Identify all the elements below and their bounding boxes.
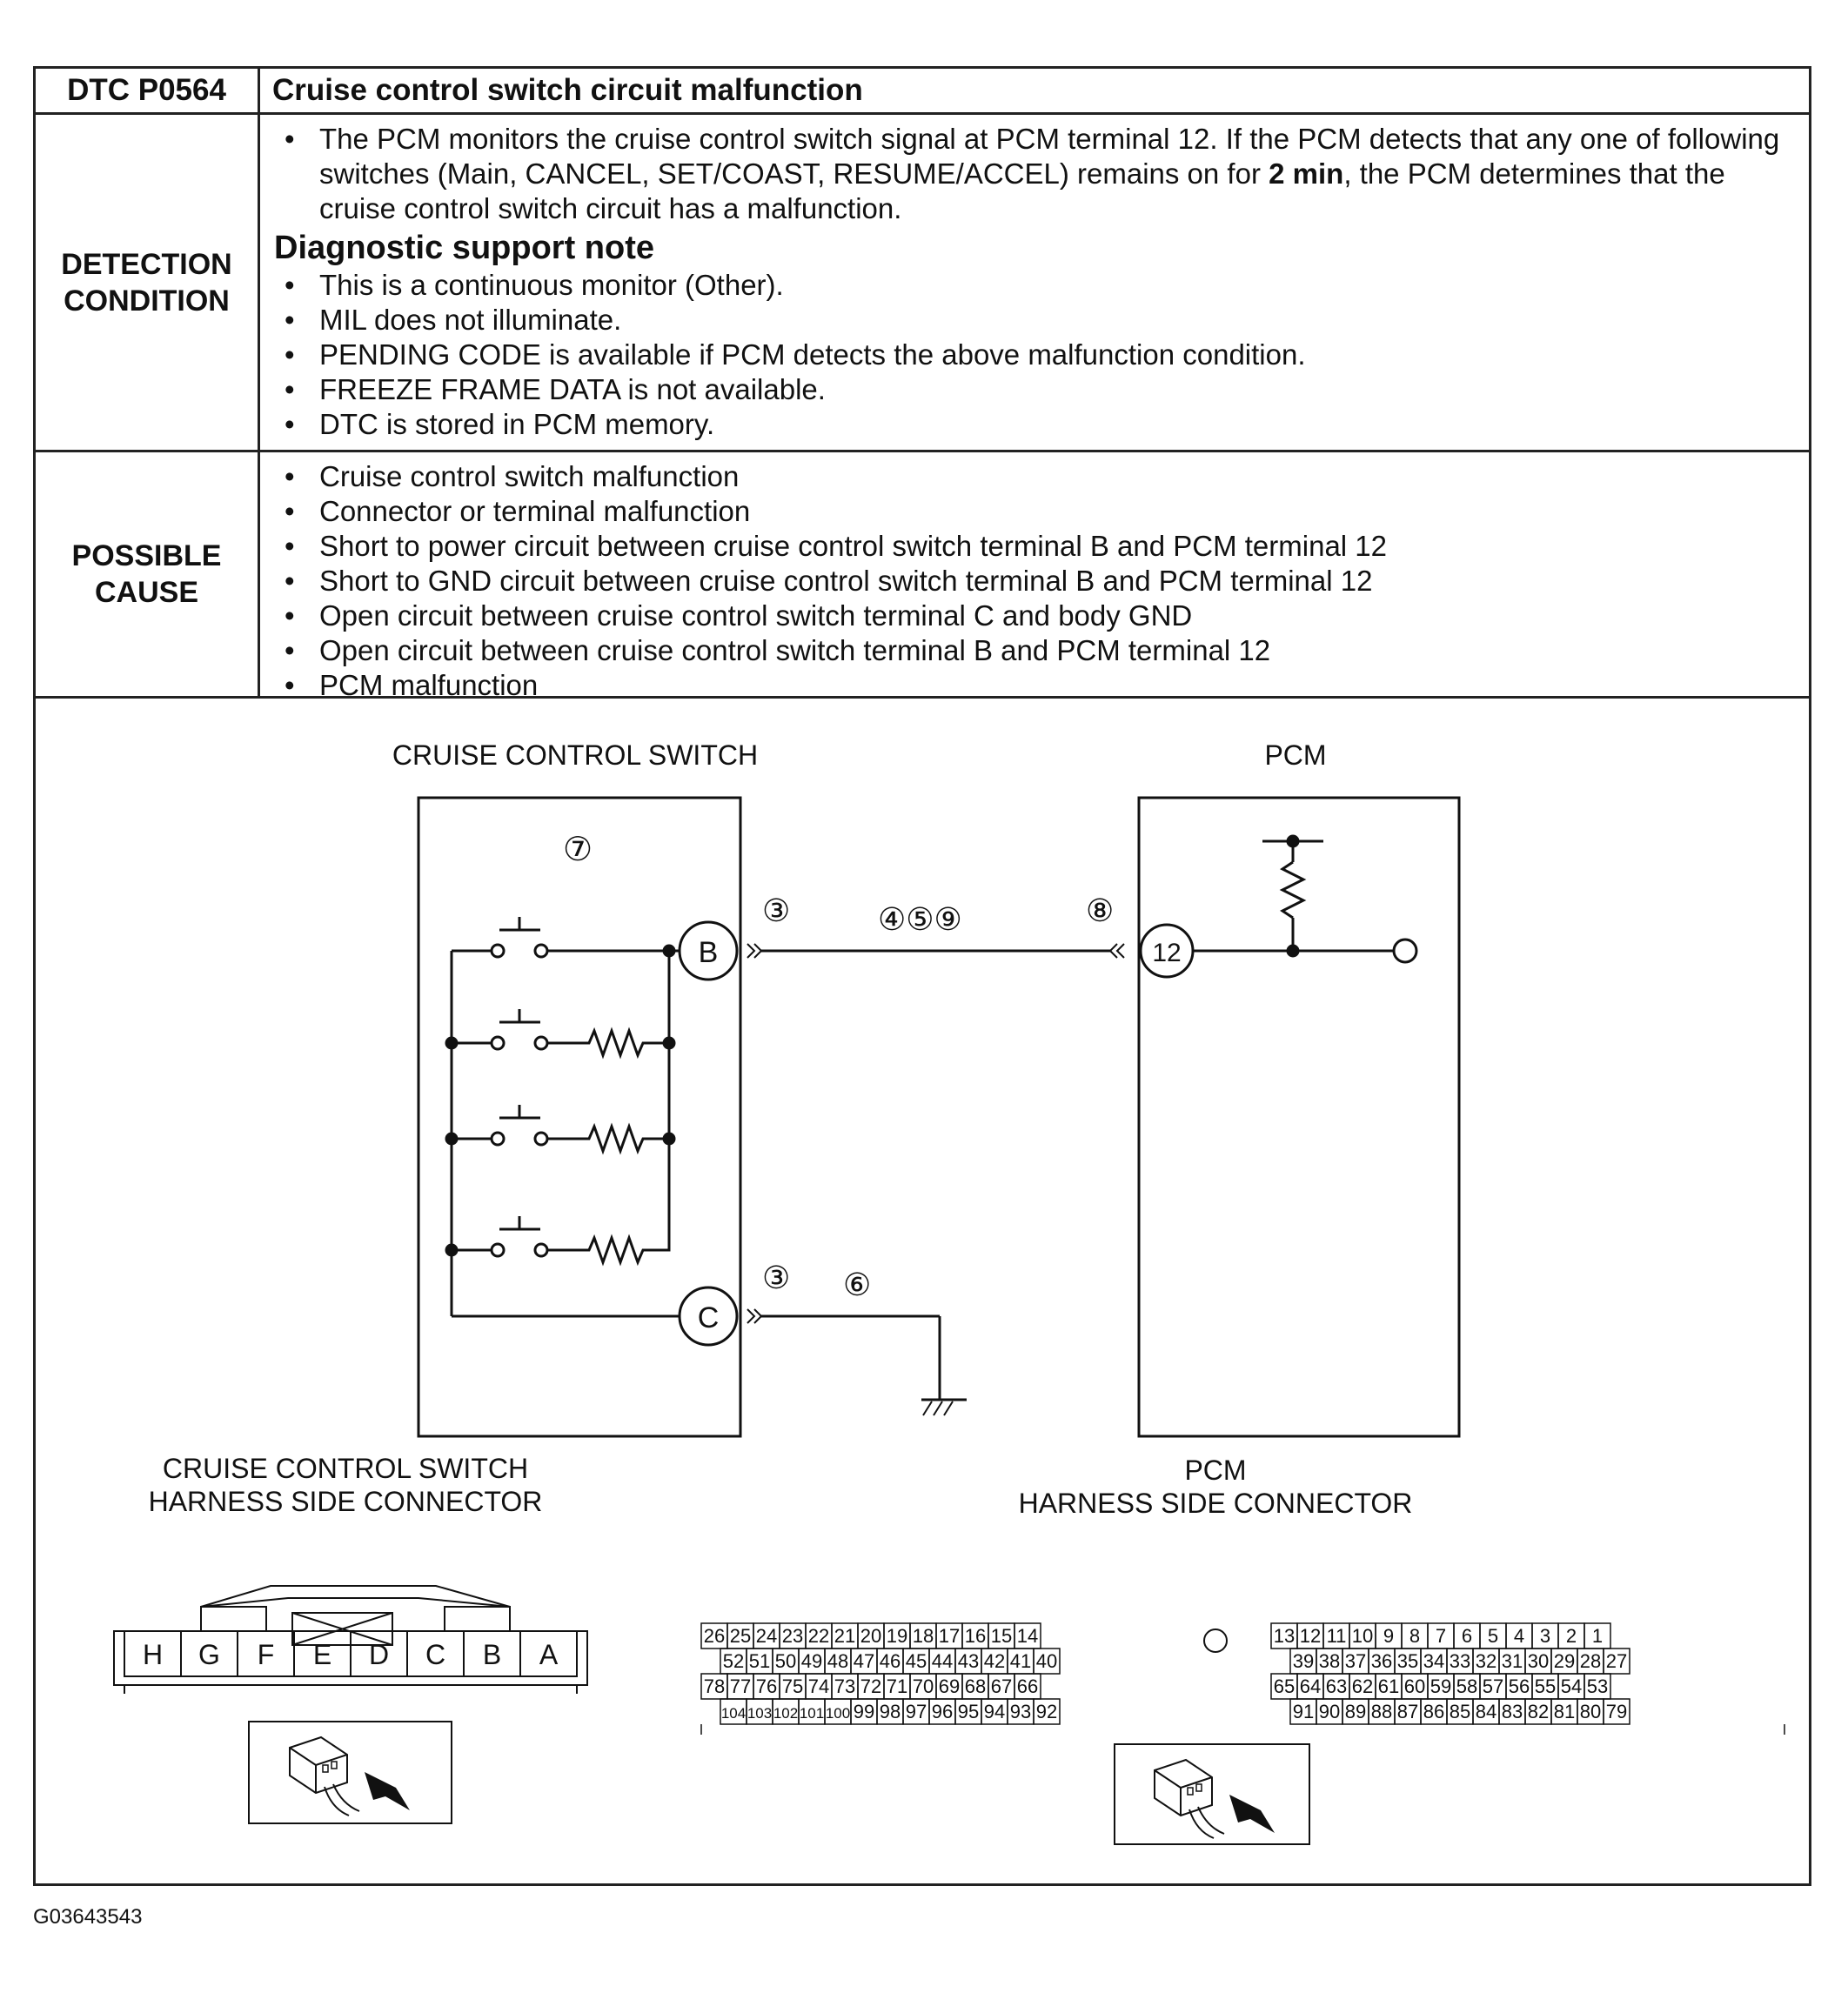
note-item: • DTC is stored in PCM memory. — [274, 407, 1788, 442]
cause-item: • PCM malfunction — [274, 668, 1788, 703]
figure-code: G03643543 — [33, 1905, 143, 1929]
switch-pin-label: E — [312, 1639, 332, 1670]
switch-title: CRUISE CONTROL SWITCH — [392, 739, 759, 771]
switch-pin-label: C — [425, 1639, 446, 1670]
cause-item: • Open circuit between cruise control switch terminal C and body GND — [274, 599, 1788, 633]
switch-pin-label: F — [257, 1639, 275, 1670]
pcm-pin-label: 82 — [1527, 1701, 1550, 1722]
pcm-pin-label: 89 — [1344, 1701, 1367, 1722]
pcm-pin-label: 101 — [799, 1705, 825, 1722]
note-item: • FREEZE FRAME DATA is not available. — [274, 372, 1788, 407]
ground-wire — [747, 1309, 940, 1400]
pcm-pin-label: 4 — [1513, 1625, 1525, 1647]
pcm-pin-label: 91 — [1292, 1701, 1315, 1722]
pcm-pin-label: 17 — [938, 1625, 961, 1647]
pcm-pin-label: 3 — [1539, 1625, 1551, 1647]
switch-connector-view-icon — [249, 1722, 452, 1823]
pcm-pin-label: 92 — [1035, 1701, 1058, 1722]
pcm-pin-label: 95 — [957, 1701, 980, 1722]
pcm-pin-label: 81 — [1553, 1701, 1576, 1722]
pcm-pin-label: 39 — [1292, 1650, 1315, 1672]
switch-connector-pins — [143, 1631, 559, 1676]
switch-bank — [446, 917, 680, 1316]
pcm-pin-label: 54 — [1560, 1675, 1583, 1697]
pcm-pin-label: 65 — [1273, 1675, 1296, 1697]
note-item: • PENDING CODE is available if PCM detects the above malfunction condition. — [274, 338, 1788, 372]
pcm-pin-label: 9 — [1383, 1625, 1395, 1647]
wiring-diagram — [36, 69, 1809, 1883]
pcm-pin-label: 73 — [834, 1675, 856, 1697]
pcm-pin-label: 68 — [964, 1675, 987, 1697]
pcm-pin-label: 85 — [1449, 1701, 1471, 1722]
pcm-pin-label: 83 — [1501, 1701, 1523, 1722]
pcm-pin-label: 16 — [964, 1625, 987, 1647]
pcm-pin-label: 38 — [1318, 1650, 1341, 1672]
pcm-pin-label: 25 — [729, 1625, 752, 1647]
ref-6-label: ⑥ — [843, 1267, 872, 1302]
pcm-pin-label: 34 — [1423, 1650, 1445, 1672]
ref-7-label: ⑦ — [562, 832, 593, 868]
pcm-pin-label: 21 — [834, 1625, 856, 1647]
dtc-title: Cruise control switch circuit malfunction — [272, 73, 863, 107]
pcm-connector-title-2: HARNESS SIDE CONNECTOR — [1018, 1488, 1413, 1519]
pcm-pin-label: 49 — [800, 1650, 823, 1672]
pcm-pin-label: 102 — [773, 1705, 799, 1722]
pcm-pin-label: 27 — [1605, 1650, 1628, 1672]
pcm-pin-label: 30 — [1527, 1650, 1550, 1672]
pcm-pin-label: 48 — [827, 1650, 849, 1672]
pcm-pin-label: 94 — [983, 1701, 1006, 1722]
detection-condition-label: DETECTION CONDITION — [61, 247, 232, 318]
pcm-pin-label: 61 — [1377, 1675, 1400, 1697]
ground-symbol-icon — [921, 1400, 967, 1415]
switch-pin-label: G — [198, 1639, 220, 1670]
pcm-pin-label: 90 — [1318, 1701, 1341, 1722]
note-item: • This is a continuous monitor (Other). — [274, 268, 1788, 303]
pcm-pin-label: 41 — [1009, 1650, 1032, 1672]
detection-intro: • The PCM monitors the cruise control switch signal at PCM terminal 12. If the PCM detects that any one of following switches (Main, CANCEL, SET/COAST, RESUME/ACCEL) remains on for 2 min, the PCM determines that the cruise control switch circuit has a malfunction. — [274, 122, 1788, 226]
pcm-pin-label: 51 — [748, 1650, 771, 1672]
pcm-internal-circuit — [1193, 836, 1416, 962]
pcm-pin-label: 8 — [1409, 1625, 1421, 1647]
pcm-pin-label: 32 — [1475, 1650, 1497, 1672]
pcm-pin-label: 67 — [990, 1675, 1013, 1697]
pcm-pin-label: 84 — [1475, 1701, 1497, 1722]
pcm-pin-label: 42 — [983, 1650, 1006, 1672]
dtc-document — [33, 66, 1811, 1886]
pcm-pin-label: 103 — [747, 1705, 773, 1722]
pcm-pin-label: 64 — [1299, 1675, 1322, 1697]
pcm-connector-view-icon — [1115, 1744, 1309, 1844]
pcm-pin-label: 23 — [781, 1625, 804, 1647]
pcm-pin-label: 63 — [1325, 1675, 1348, 1697]
pcm-pin-label: 96 — [931, 1701, 954, 1722]
pcm-pin-label: 37 — [1344, 1650, 1367, 1672]
pcm-pin-label: 11 — [1326, 1625, 1347, 1647]
switch-connector-title-2: HARNESS SIDE CONNECTOR — [148, 1486, 543, 1517]
switch-connector-title-1: CRUISE CONTROL SWITCH — [162, 1453, 529, 1484]
ref-8-label: ⑧ — [1086, 893, 1115, 928]
pcm-pin-label: 10 — [1351, 1625, 1374, 1647]
cause-item: • Connector or terminal malfunction — [274, 494, 1788, 529]
pcm-pin-label: 104 — [720, 1705, 747, 1722]
pcm-pin-label: 44 — [931, 1650, 954, 1672]
pcm-pin-label: 1 — [1591, 1625, 1604, 1647]
pcm-pin-label: 40 — [1035, 1650, 1058, 1672]
pcm-pin-label: 62 — [1351, 1675, 1374, 1697]
switch-pin-label: B — [482, 1639, 502, 1670]
pcm-pin-label: 57 — [1482, 1675, 1504, 1697]
pcm-pin-label: 56 — [1508, 1675, 1530, 1697]
pcm-pin-label: 75 — [781, 1675, 804, 1697]
switch-pin-label: H — [142, 1639, 164, 1670]
pcm-pin-label: 99 — [853, 1701, 875, 1722]
pcm-pin-label: 43 — [957, 1650, 980, 1672]
pcm-pin-label: 78 — [703, 1675, 726, 1697]
pcm-pin-label: 6 — [1461, 1625, 1473, 1647]
pcm-pin-label: 70 — [912, 1675, 934, 1697]
possible-cause-label: POSSIBLE CAUSE — [71, 539, 222, 609]
terminal-b-label: B — [698, 936, 719, 969]
pcm-pin-label: 47 — [853, 1650, 875, 1672]
pcm-box — [1139, 798, 1459, 1436]
switch-pin-label: A — [539, 1639, 559, 1670]
pcm-pin-label: 100 — [825, 1705, 851, 1722]
pcm-title: PCM — [1264, 739, 1327, 771]
diagnostic-note-heading: Diagnostic support note — [274, 230, 654, 266]
pcm-pin-label: 19 — [886, 1625, 908, 1647]
terminal-12-label: 12 — [1152, 939, 1182, 967]
pcm-pin-label: 18 — [912, 1625, 934, 1647]
pcm-pin-label: 88 — [1370, 1701, 1393, 1722]
pcm-pin-label: 26 — [703, 1625, 726, 1647]
terminal-c-label: C — [697, 1301, 720, 1334]
pcm-pin-label: 36 — [1370, 1650, 1393, 1672]
cause-item: • Short to GND circuit between cruise control switch terminal B and PCM terminal 12 — [274, 564, 1788, 599]
pcm-pin-label: 53 — [1586, 1675, 1609, 1697]
pcm-connector — [701, 1623, 1784, 1735]
pcm-pin-label: 24 — [755, 1625, 778, 1647]
pcm-pin-label: 50 — [774, 1650, 797, 1672]
cause-item: • Cruise control switch malfunction — [274, 459, 1788, 494]
pcm-pin-label: 5 — [1487, 1625, 1499, 1647]
pcm-pin-label: 2 — [1565, 1625, 1577, 1647]
signal-wire — [747, 944, 1124, 958]
pcm-pin-label: 60 — [1403, 1675, 1426, 1697]
pcm-pin-label: 13 — [1273, 1625, 1296, 1647]
pcm-pin-label: 7 — [1435, 1625, 1447, 1647]
pcm-connector-title-1: PCM — [1184, 1455, 1247, 1486]
pcm-pin-label: 86 — [1423, 1701, 1445, 1722]
pcm-pin-label: 93 — [1009, 1701, 1032, 1722]
ref-4-5-9-label: ④⑤⑨ — [878, 901, 962, 937]
pcm-pin-label: 45 — [905, 1650, 927, 1672]
cause-item: • Short to power circuit between cruise control switch terminal B and PCM terminal 12 — [274, 529, 1788, 564]
pcm-pin-label: 72 — [860, 1675, 882, 1697]
note-item: • MIL does not illuminate. — [274, 303, 1788, 338]
pcm-pin-label: 31 — [1501, 1650, 1523, 1672]
pcm-pin-label: 52 — [722, 1650, 745, 1672]
ref-3-lower-label: ③ — [762, 1260, 791, 1295]
pcm-pin-label: 98 — [879, 1701, 901, 1722]
pcm-pin-label: 46 — [879, 1650, 901, 1672]
pcm-pin-label: 14 — [1016, 1625, 1039, 1647]
pcm-pin-label: 77 — [729, 1675, 752, 1697]
pcm-pin-label: 66 — [1016, 1675, 1039, 1697]
pcm-pin-label: 33 — [1449, 1650, 1471, 1672]
pcm-pin-label: 20 — [860, 1625, 882, 1647]
pcm-pin-label: 15 — [990, 1625, 1013, 1647]
pcm-pin-label: 74 — [807, 1675, 830, 1697]
pcm-pin-label: 76 — [755, 1675, 778, 1697]
pcm-pin-label: 22 — [807, 1625, 830, 1647]
pcm-pin-label: 28 — [1579, 1650, 1602, 1672]
pcm-pin-label: 59 — [1430, 1675, 1452, 1697]
switch-pin-label: D — [368, 1639, 390, 1670]
pcm-pin-label: 55 — [1534, 1675, 1557, 1697]
pcm-pin-label: 12 — [1299, 1625, 1322, 1647]
ref-3-upper-label: ③ — [762, 893, 791, 928]
pcm-pin-label: 87 — [1396, 1701, 1419, 1722]
pcm-pin-label: 71 — [886, 1675, 908, 1697]
cause-item: • Open circuit between cruise control switch terminal B and PCM terminal 12 — [274, 633, 1788, 668]
pcm-connector-center-mark — [1204, 1629, 1227, 1652]
dtc-code: DTC P0564 — [67, 73, 226, 107]
pcm-pin-label: 97 — [905, 1701, 927, 1722]
pcm-pin-label: 79 — [1605, 1701, 1628, 1722]
pcm-pin-label: 80 — [1579, 1701, 1602, 1722]
pcm-pin-label: 35 — [1396, 1650, 1419, 1672]
pcm-pin-label: 58 — [1456, 1675, 1478, 1697]
pcm-pin-label: 69 — [938, 1675, 961, 1697]
pcm-pin-label: 29 — [1553, 1650, 1576, 1672]
